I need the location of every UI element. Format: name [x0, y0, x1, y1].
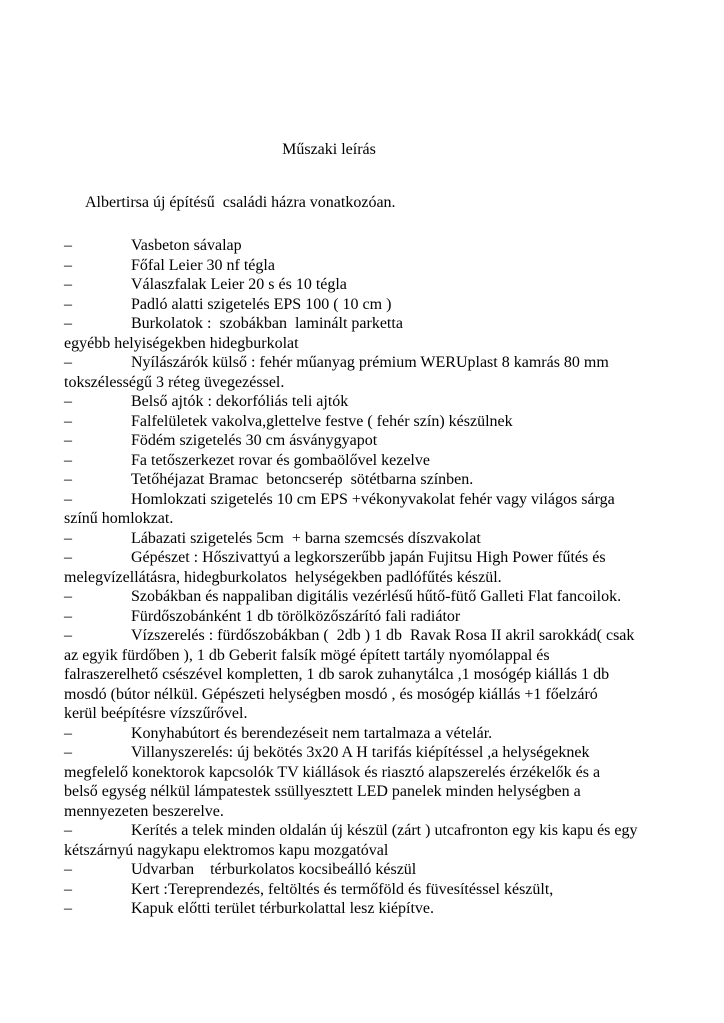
bullet-dash: – [64, 822, 72, 839]
list-item-text: Főfal Leier 30 nf tégla [131, 256, 275, 274]
list-item-continuation [64, 334, 664, 354]
list-item-text: Villanyszerelés: új bekötés 3x20 A H tarifás kiépítéssel ,a helységeknek [131, 744, 590, 761]
bullet-dash: – [64, 256, 72, 274]
continuation-text: mennyezeten beszerelve. [64, 802, 224, 820]
list-item [64, 548, 664, 568]
list-item-text: Kerítés a telek minden oldalán új készül (zárt ) utcafronton egy kis kapu és egy [131, 822, 638, 839]
list-item [64, 412, 664, 432]
bullet-dash: – [64, 393, 72, 410]
bullet-dash: – [64, 529, 72, 547]
continuation-text: falraszerelhető csészével kompletten, 1 db sarok zuhanytálca ,1 mosógép kiállás 1 db [64, 666, 610, 683]
continuation-text: megfelelő konektorok kapcsolók TV kiállások és riasztó alapszerelés érzékelők és a [64, 763, 601, 781]
list-item-text: Burkolatok : szobákban laminált parketta [131, 315, 403, 332]
list-item-continuation [64, 802, 664, 822]
list-item [64, 724, 664, 744]
list-item-continuation [64, 646, 664, 666]
continuation-text: melegvízellátásra, hidegburkolatos helységekben padlófűtés készül. [64, 568, 502, 586]
bullet-dash: – [64, 432, 72, 449]
list-item-text: Belső ajtók : dekorfóliás teli ajtók [131, 393, 349, 410]
list-item [64, 295, 664, 315]
list-item-text: Kert :Tereprendezés, feltöltés és termőföld és füvesítéssel készült, [131, 880, 554, 898]
list-item-text: Padló alatti szigetelés EPS 100 ( 10 cm ) [131, 295, 392, 313]
bullet-dash: – [64, 607, 72, 625]
list-item-text: Válaszfalak Leier 20 s és 10 tégla [131, 276, 347, 293]
list-item [64, 880, 664, 900]
list-item [64, 587, 664, 607]
bullet-dash: – [64, 549, 72, 566]
list-item [64, 626, 664, 646]
list-item-continuation [64, 568, 664, 588]
intro-paragraph: Albertirsa új építésű családi házra vonatkozóan. [85, 194, 396, 211]
list-item [64, 607, 664, 627]
bullet-dash: – [64, 354, 72, 371]
bullet-dash: – [64, 276, 72, 293]
list-item [64, 236, 664, 256]
list-item-text: Udvarban térburkolatos kocsibeálló készül [131, 861, 417, 878]
continuation-text: színű homlokzat. [64, 510, 174, 527]
continuation-text: az egyik fürdőben ), 1 db Geberit falsík mögé épített tartály nyomólappal és [64, 646, 550, 664]
bullet-dash: – [64, 451, 72, 469]
bullet-dash: – [64, 744, 72, 761]
list-item-text: Konyhabútort és berendezéseit nem tartalmaza a vételár. [131, 724, 493, 742]
continuation-text: egyébb helyiségekben hidegburkolat [64, 334, 299, 352]
bullet-dash: – [64, 315, 72, 332]
bullet-dash: – [64, 627, 72, 644]
list-item [64, 256, 664, 276]
bullet-dash: – [64, 490, 72, 508]
list-item [64, 821, 664, 841]
list-item [64, 451, 664, 471]
list-item [64, 431, 664, 451]
continuation-text: mosdó (bútor nélkül. Gépészeti helységben mosdó , és mosógép kiállás +1 főelzáró [64, 685, 598, 703]
bullet-dash: – [64, 471, 72, 488]
bullet-dash: – [64, 900, 72, 917]
continuation-text: kétszárnyú nagykapu elektromos kapu mozgatóval [64, 841, 389, 859]
list-item [64, 314, 664, 334]
continuation-text: tokszélességű 3 réteg üvegezéssel. [64, 373, 285, 391]
list-item [64, 529, 664, 549]
bullet-dash: – [64, 724, 72, 742]
bullet-dash: – [64, 412, 72, 430]
list-item [64, 860, 664, 880]
bullet-dash: – [64, 295, 72, 313]
bullet-dash: – [64, 237, 72, 254]
bullet-dash: – [64, 861, 72, 878]
list-item-text: Vízszerelés : fürdőszobákban ( 2db ) 1 db Ravak Rosa II akril sarokkád( csak [131, 627, 635, 644]
list-item-text: Nyílászárók külső : fehér műanyag prémium WERUplast 8 kamrás 80 mm [131, 354, 609, 371]
list-item [64, 743, 664, 763]
list-item-text: Homlokzati szigetelés 10 cm EPS +vékonyvakolat fehér vagy világos sárga [131, 490, 615, 508]
list-item-continuation [64, 763, 664, 783]
list-item-text: Fa tetőszerkezet rovar és gombaölővel kezelve [131, 451, 430, 469]
list-item-text: Lábazati szigetelés 5cm + barna szemcsés díszvakolat [131, 529, 481, 547]
list-item [64, 275, 664, 295]
list-item-continuation [64, 665, 664, 685]
list-item-text: Vasbeton sávalap [131, 237, 242, 254]
list-item [64, 392, 664, 412]
list-item [64, 353, 664, 373]
list-item-text: Kapuk előtti terület térburkolattal lesz kiépítve. [131, 900, 435, 917]
list-item-continuation [64, 841, 664, 861]
list-item-text: Gépészet : Hőszivattyú a legkorszerűbb japán Fujitsu High Power fűtés és [131, 549, 606, 566]
list-item-text: Födém szigetelés 30 cm ásványgyapot [131, 432, 378, 449]
page-title: Műszaki leírás [282, 141, 376, 158]
list-item-text: Szobákban és nappaliban digitális vezérlésű hűtő-fütő Galleti Flat fancoilok. [131, 588, 622, 605]
list-item-text: Fürdőszobánként 1 db törölközőszárító fali radiátor [131, 607, 461, 625]
list-item [64, 470, 664, 490]
list-item-text: Falfelületek vakolva,glettelve festve ( fehér szín) készülnek [131, 412, 513, 430]
continuation-text: belső egység nélkül lámpatestek ssüllyesztett LED panelek minden helységben a [64, 783, 581, 800]
bullet-dash: – [64, 880, 72, 898]
continuation-text: kerül beépítésre vízszűrővel. [64, 705, 248, 722]
list-item-continuation [64, 509, 664, 529]
list-item-continuation [64, 782, 664, 802]
list-item [64, 899, 664, 919]
list-item-text: Tetőhéjazat Bramac betoncserép sötétbarna színben. [131, 471, 474, 488]
bulleted-list [64, 236, 664, 919]
list-item-continuation [64, 685, 664, 705]
list-item [64, 490, 664, 510]
list-item-continuation [64, 373, 664, 393]
list-item-continuation [64, 704, 664, 724]
bullet-dash: – [64, 588, 72, 605]
